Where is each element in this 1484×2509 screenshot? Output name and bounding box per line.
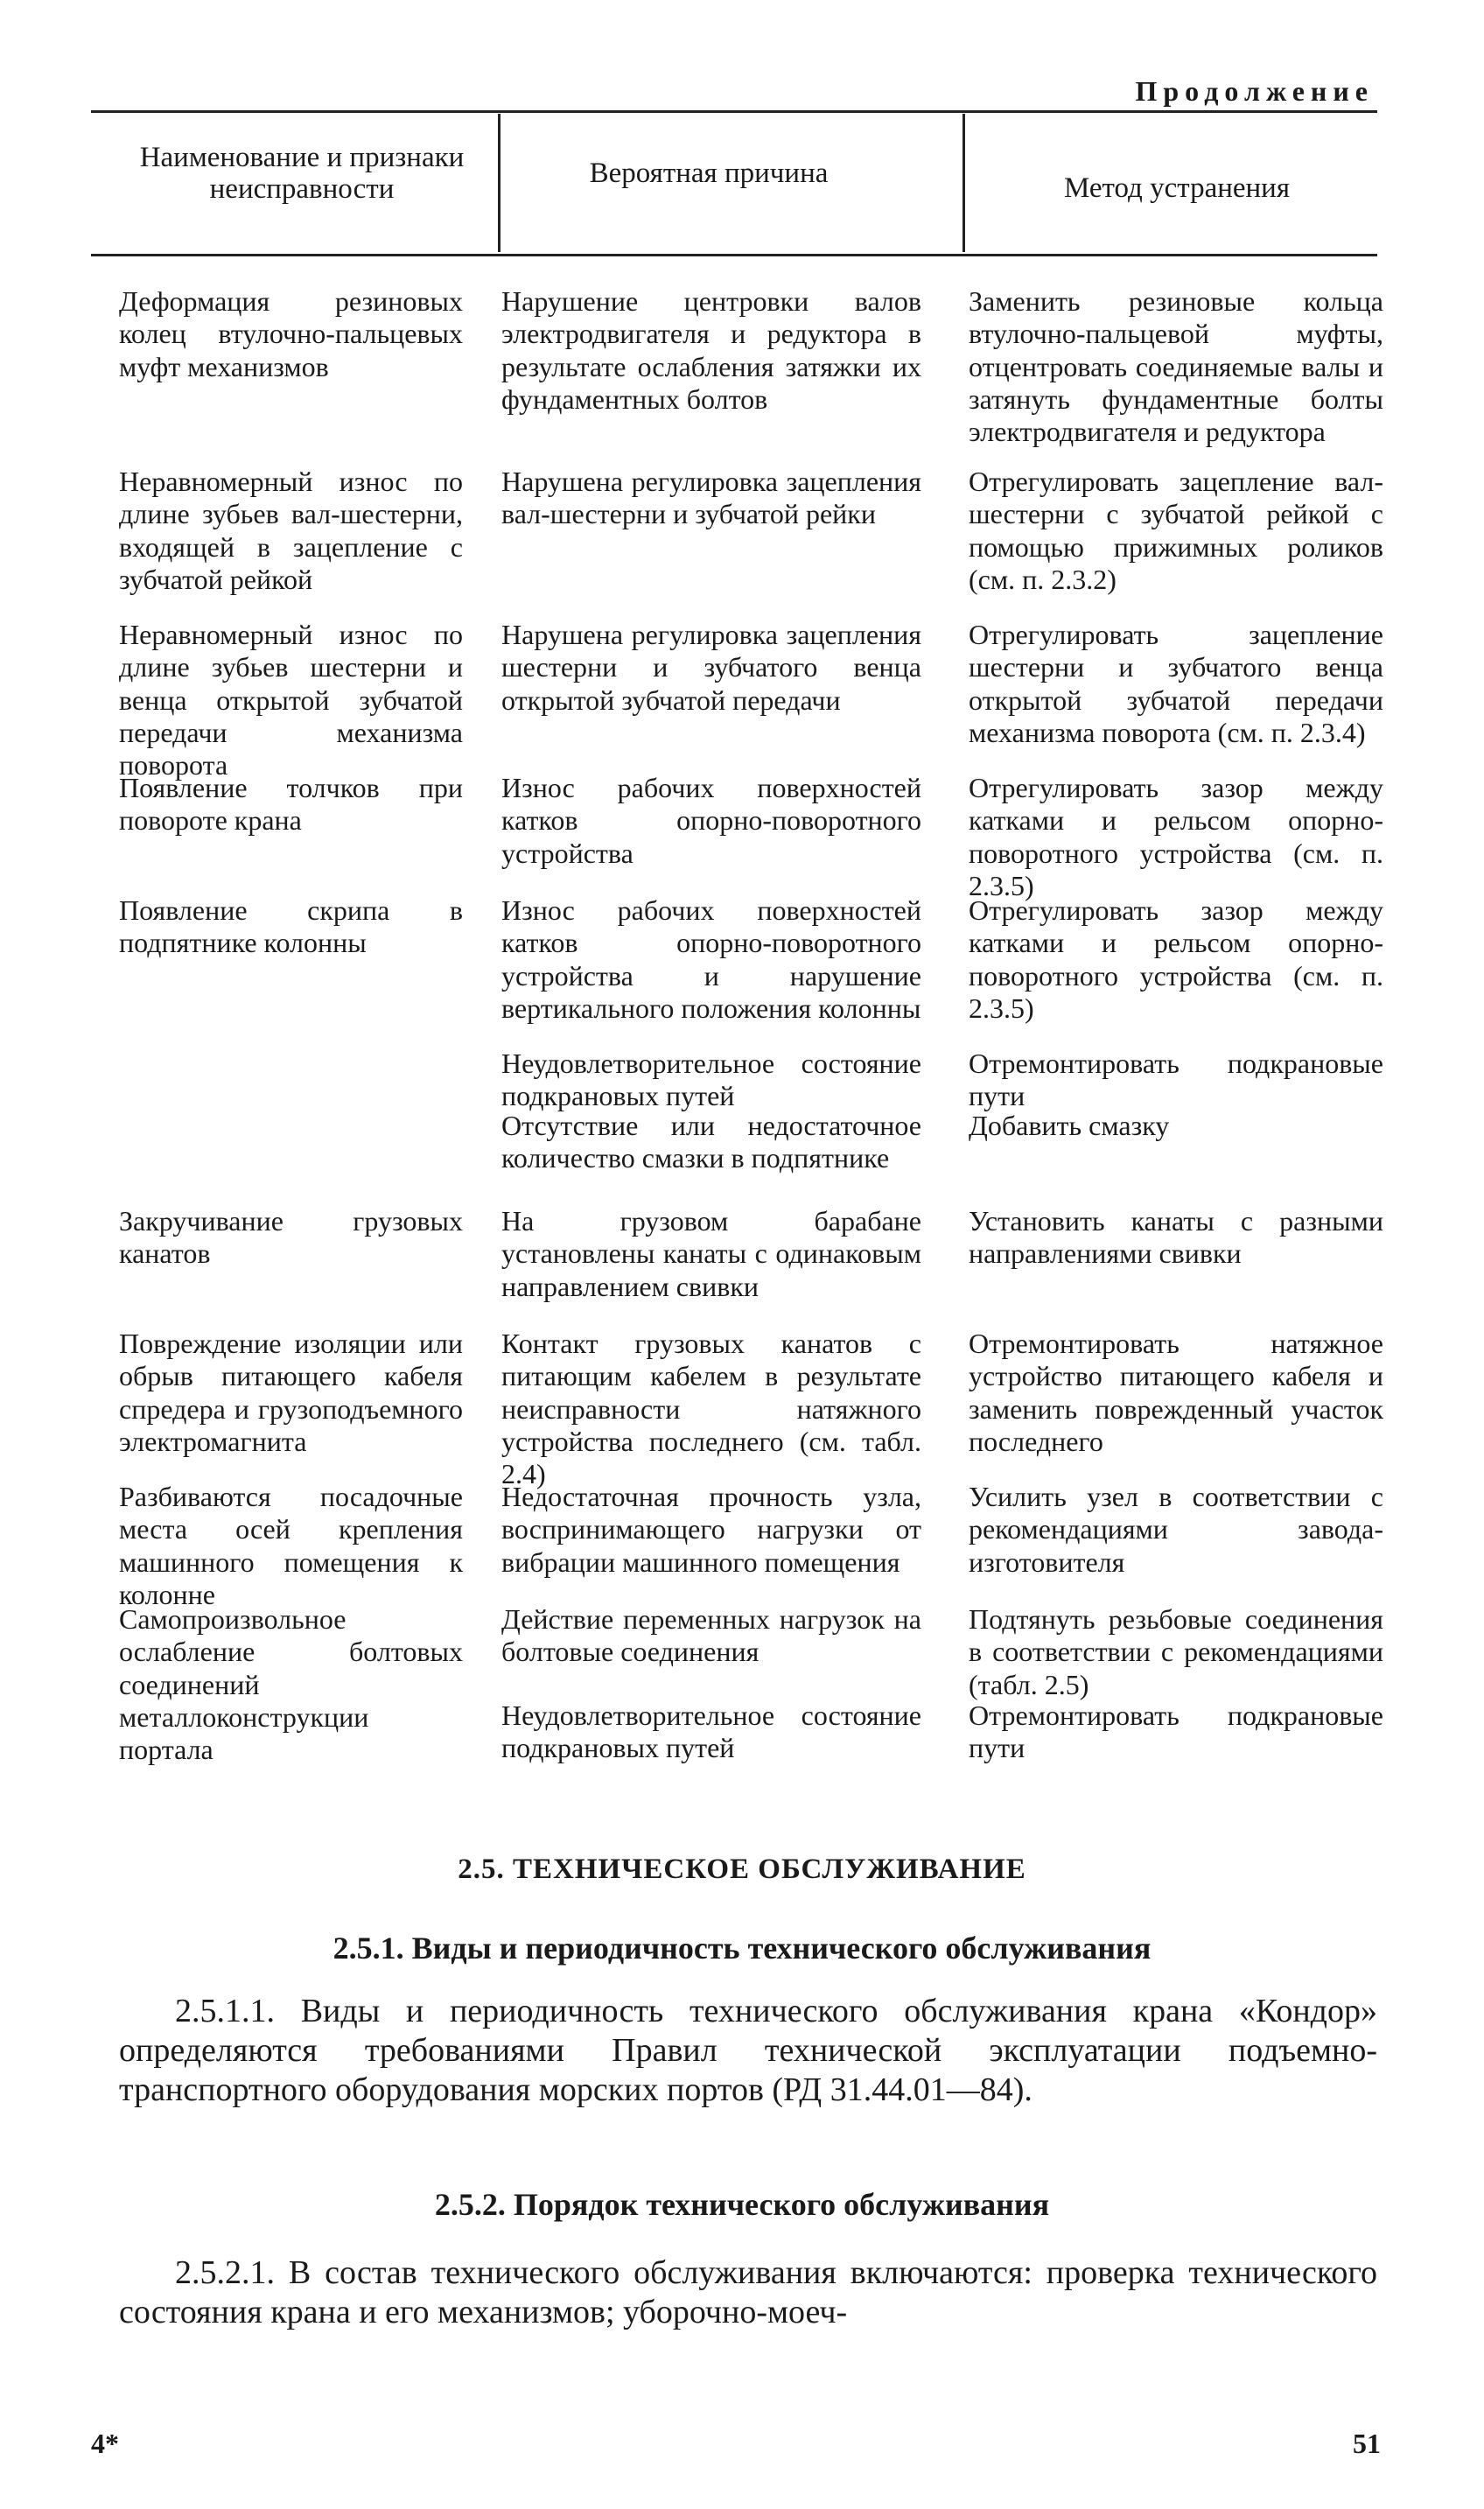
table-cell-remedy: Усилить узел в соответствии с рекомендациями завода-изготовителя — [969, 1481, 1383, 1578]
table-cell-cause: Неудовлетворительное состояние подкрановых путей — [501, 1700, 921, 1764]
table-cell-cause: Нарушение центровки валов электродвигателя и редуктора в результате ослабления затяжки их фундаментных болтов — [501, 285, 921, 415]
continuation-label: Продолжение — [1135, 75, 1374, 107]
table-cell-cause: Нарушена регулировка зацепления вал-шестерни и зубчатой рейки — [501, 466, 921, 530]
section-title: 2.5. ТЕХНИЧЕСКОЕ ОБСЛУЖИВАНИЕ — [458, 1854, 1026, 1885]
table-cell-fault: Повреждение изоляции или обрыв питающего кабеля спредера и грузоподъемного электромагнита — [119, 1328, 463, 1457]
table-cell-cause: Контакт грузовых канатов с питающим кабелем в результате неисправности натяжного устройства последнего (см. табл. 2.4) — [501, 1328, 921, 1490]
table-cell-cause: На грузовом барабане установлены канаты с одинаковым направлением свивки — [501, 1205, 921, 1302]
table-cell-remedy: Заменить резиновые кольца втулочно-пальцевой муфты, отцентровать соединяемые валы и затянуть фундаментные болты электродвигателя и редуктора — [969, 285, 1383, 448]
paragraph: 2.5.2.1. В состав технического обслуживания включаются: проверка технического состояния крана и его механизмов; уборочно-моеч- — [119, 2254, 1377, 2330]
table-cell-remedy: Отрегулировать зацепление шестерни и зубчатого венца открытой зубчатой передачи механизма поворота (см. п. 2.3.4) — [969, 619, 1383, 748]
header-remedy: Метод устранения — [1063, 172, 1291, 204]
table-cell-remedy: Установить канаты с разными направлениями свивки — [969, 1205, 1383, 1270]
table-cell-fault: Закручивание грузовых канатов — [119, 1205, 463, 1270]
table-cell-fault: Появление толчков при повороте крана — [119, 772, 463, 837]
table-cell-cause: Неудовлетворительное состояние подкрановых путей — [501, 1048, 921, 1112]
table-cell-remedy: Отремонтировать подкрановые пути — [969, 1700, 1383, 1764]
table-top-rule — [91, 110, 1377, 113]
signature-mark: 4* — [91, 2428, 119, 2459]
table-cell-remedy: Добавить смазку — [969, 1110, 1170, 1141]
table-cell-cause: Износ рабочих поверхностей катков опорно-поворотного устройства — [501, 772, 921, 869]
table-cell-cause: Действие переменных нагрузок на болтовые соединения — [501, 1603, 921, 1668]
page-number: 51 — [1353, 2428, 1381, 2459]
table-cell-remedy: Отремонтировать подкрановые пути — [969, 1048, 1383, 1112]
column-divider — [962, 114, 965, 252]
column-divider — [498, 114, 500, 252]
table-header-rule — [91, 254, 1377, 256]
table-cell-fault: Появление скрипа в подпятнике колонны — [119, 894, 463, 959]
table-cell-remedy: Отремонтировать натяжное устройство питающего кабеля и заменить поврежденный участок последнего — [969, 1328, 1383, 1457]
table-cell-fault: Неравномерный износ по длине зубьев вал-шестерни, входящей в зацепление с зубчатой рейкой — [119, 466, 463, 595]
table-cell-fault: Неравномерный износ по длине зубьев шестерни и венца открытой зубчатой передачи механизма поворота — [119, 619, 463, 781]
subsection-title: 2.5.1. Виды и периодичность технического обслуживания — [332, 1931, 1152, 1966]
table-cell-remedy: Отрегулировать зазор между катками и рельсом опорно-поворотного устройства (см. п. 2.3.5) — [969, 894, 1383, 1024]
subsection-title: 2.5.2. Порядок технического обслуживания — [434, 2187, 1050, 2222]
table-cell-fault: Самопроизвольное ослабление болтовых соединений металлоконструкции портала — [119, 1603, 463, 1766]
table-cell-cause: Износ рабочих поверхностей катков опорно-поворотного устройства и нарушение вертикального положения колонны — [501, 894, 921, 1024]
header-cause: Вероятная причина — [589, 158, 829, 189]
table-cell-cause: Нарушена регулировка зацепления шестерни и зубчатого венца открытой зубчатой передачи — [501, 619, 921, 716]
table-cell-remedy: Подтянуть резьбовые соединения в соответствии с рекомендациями (табл. 2.5) — [969, 1603, 1383, 1700]
table-cell-cause: Отсутствие или недостаточное количество смазки в подпятнике — [501, 1110, 921, 1174]
table-cell-fault: Разбиваются посадочные места осей крепления машинного помещения к колонне — [119, 1481, 463, 1610]
table-cell-remedy: Отрегулировать зацепление вал-шестерни с зубчатой рейкой с помощью прижимных роликов (см. п. 2.3.2) — [969, 466, 1383, 595]
table-cell-remedy: Отрегулировать зазор между катками и рельсом опорно-поворотного устройства (см. п. 2.3.5) — [969, 772, 1383, 901]
header-fault: Наименование и признаки неисправности — [139, 142, 465, 205]
table-cell-cause: Недостаточная прочность узла, воспринимающего нагрузки от вибрации машинного помещения — [501, 1481, 921, 1578]
table-cell-fault: Деформация резиновых колец втулочно-пальцевых муфт механизмов — [119, 285, 463, 382]
paragraph: 2.5.1.1. Виды и периодичность технического обслуживания крана «Кондор» определяются требованиями Правил технической эксплуатации подъемно-транспортного оборудования морских портов (РД 31.44.01—84). — [119, 1993, 1377, 2108]
